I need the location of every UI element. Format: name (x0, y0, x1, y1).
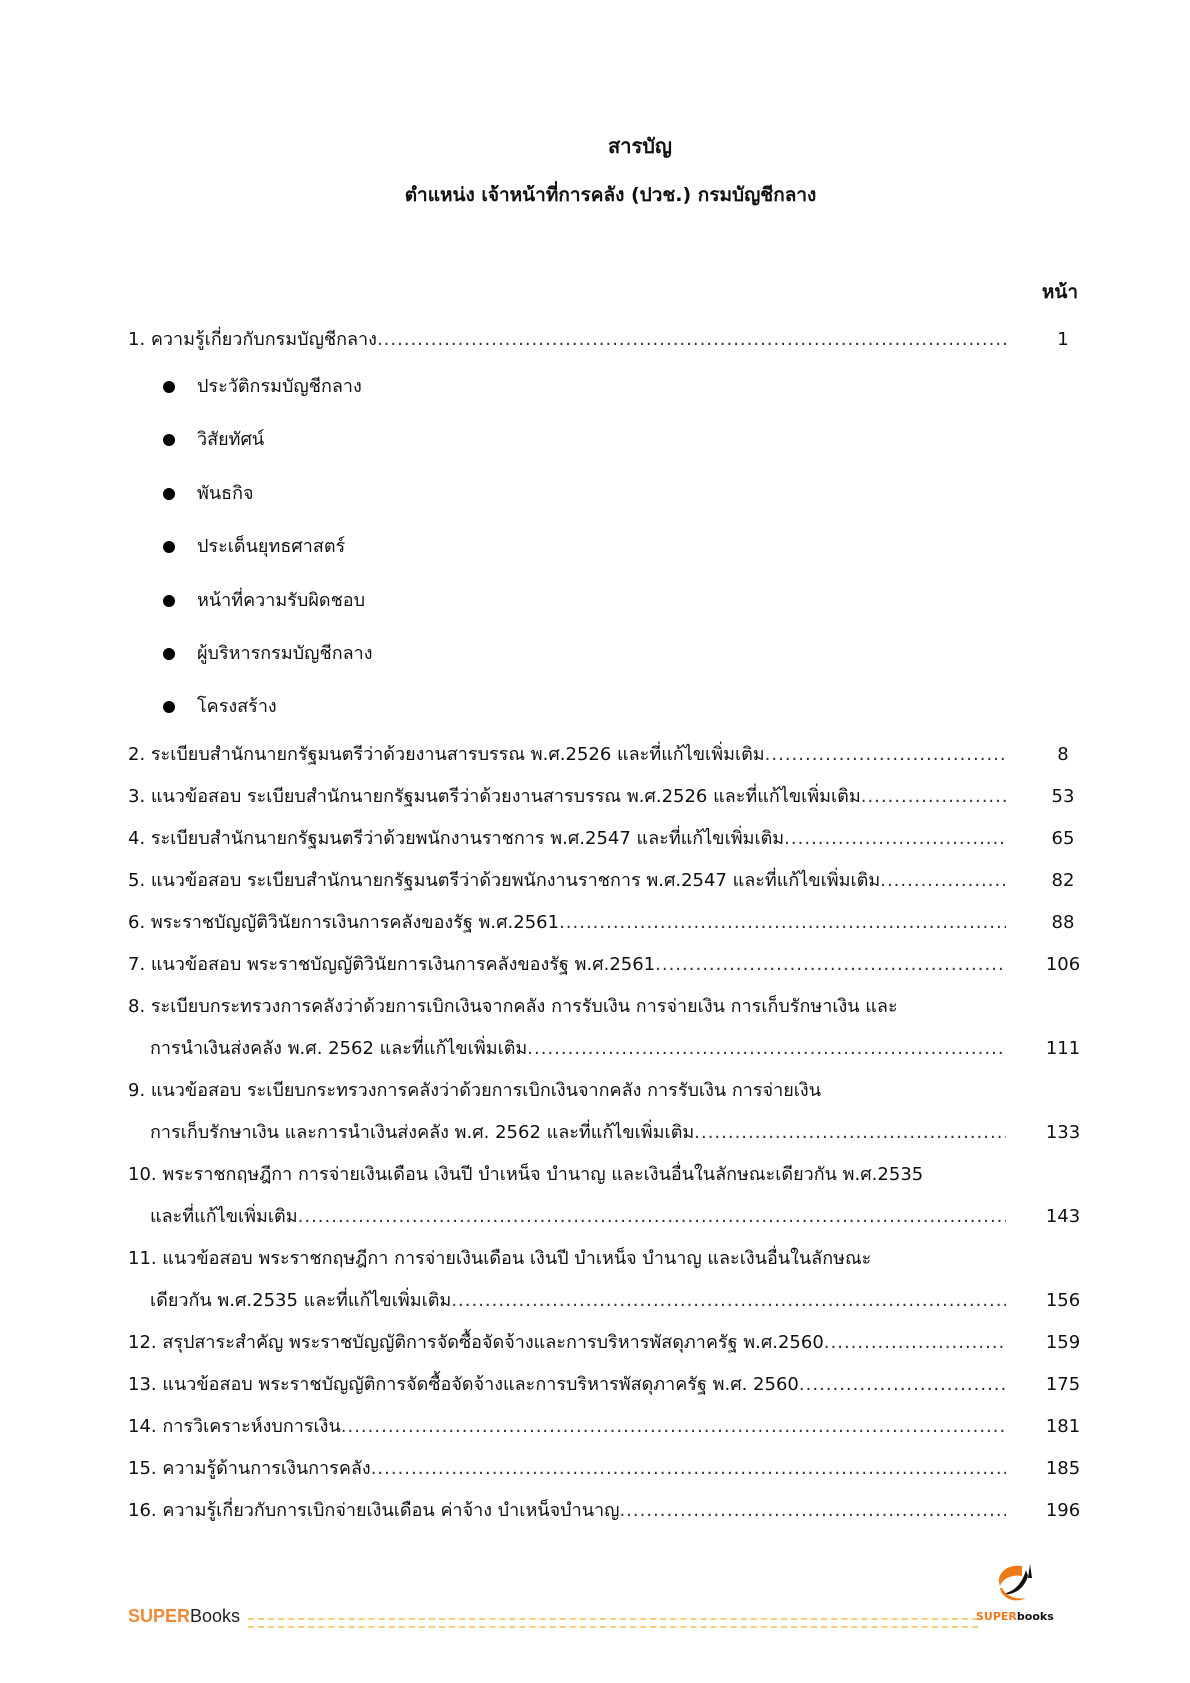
toc-entry-label: 8. ระเบียบกระทรวงการคลังว่าด้วยการเบิกเงินจากคลัง การรับเงิน การจ่ายเงิน การเก็บรักษาเงิน และ (128, 996, 898, 1017)
toc-page-number: 175 (1045, 1374, 1081, 1395)
toc-entry-9-continued[interactable] (128, 1118, 1128, 1148)
dot-leader (559, 908, 1006, 938)
superbooks-swirl-logo-icon (992, 1562, 1032, 1606)
page-column-header: หน้า (1041, 281, 1079, 303)
toc-entry-9[interactable] (128, 1076, 1128, 1106)
bullet-icon (163, 381, 175, 393)
toc-entry-16[interactable] (128, 1496, 1128, 1526)
toc-subentry[interactable] (163, 479, 254, 509)
toc-subentry-label: ประวัติกรมบัญชีกลาง (197, 376, 362, 397)
dot-leader (619, 1496, 1006, 1526)
toc-subentry-label: หน้าที่ความรับผิดชอบ (197, 590, 366, 611)
toc-entry-label: 13. แนวข้อสอบ พระราชบัญญัติการจัดซื้อจัดจ้างและการบริหารพัสดุภาครัฐ พ.ศ. 2560 (128, 1374, 799, 1395)
bullet-icon (163, 488, 175, 500)
toc-page-number: 65 (1051, 828, 1075, 849)
toc-entry-1[interactable] (128, 325, 1128, 355)
toc-entry-label: 3. แนวข้อสอบ ระเบียบสำนักนายกรัฐมนตรีว่าด้วยงานสารบรรณ พ.ศ.2526 และที่แก้ไขเพิ่มเติม (128, 786, 861, 807)
toc-entry-label: 1. ความรู้เกี่ยวกับกรมบัญชีกลาง (128, 329, 377, 350)
toc-page-number: 88 (1051, 912, 1075, 933)
bullet-icon (163, 434, 175, 446)
toc-subentry[interactable] (163, 372, 362, 402)
toc-entry-10-continued[interactable] (128, 1202, 1128, 1232)
dot-leader (377, 325, 1006, 355)
toc-page-number: 1 (1057, 329, 1069, 350)
toc-page-number: 181 (1045, 1416, 1081, 1437)
bullet-icon (163, 595, 175, 607)
dot-leader (298, 1202, 1006, 1232)
toc-page-number: 53 (1051, 786, 1075, 807)
footer-brand-books: Books (190, 1606, 241, 1626)
toc-subentry-label: โครงสร้าง (197, 696, 277, 717)
dot-leader (371, 1454, 1006, 1484)
toc-entry-14[interactable] (128, 1412, 1128, 1442)
dot-leader (694, 1118, 1006, 1148)
toc-subentry[interactable] (163, 639, 373, 669)
toc-page-number: 111 (1045, 1038, 1081, 1059)
toc-entry-10[interactable] (128, 1160, 1128, 1190)
toc-subentry[interactable] (163, 532, 345, 562)
toc-entry-label: 4. ระเบียบสำนักนายกรัฐมนตรีว่าด้วยพนักงานราชการ พ.ศ.2547 และที่แก้ไขเพิ่มเติม (128, 828, 785, 849)
toc-entry-label-continued: และที่แก้ไขเพิ่มเติม (150, 1206, 298, 1227)
toc-subentry[interactable] (163, 692, 277, 722)
dot-leader (784, 824, 1006, 854)
toc-page-number: 156 (1045, 1290, 1081, 1311)
dot-leader (341, 1412, 1006, 1442)
toc-entry-label: 16. ความรู้เกี่ยวกับการเบิกจ่ายเงินเดือน ค่าจ้าง บำเหน็จบำนาญ (128, 1500, 620, 1521)
toc-subentry-label: ผู้บริหารกรมบัญชีกลาง (197, 643, 373, 664)
toc-entry-8-continued[interactable] (128, 1034, 1128, 1064)
toc-subentry-label: พันธกิจ (197, 483, 254, 504)
toc-entry-6[interactable] (128, 908, 1128, 938)
dot-leader (527, 1034, 1006, 1064)
toc-page-number: 82 (1051, 870, 1075, 891)
dot-leader (880, 866, 1006, 896)
toc-entry-3[interactable] (128, 782, 1128, 812)
toc-entry-label: 2. ระเบียบสำนักนายกรัฐมนตรีว่าด้วยงานสารบรรณ พ.ศ.2526 และที่แก้ไขเพิ่มเติม (128, 744, 765, 765)
footer-brand (128, 1606, 240, 1627)
toc-entry-11-continued[interactable] (128, 1286, 1128, 1316)
toc-entry-15[interactable] (128, 1454, 1128, 1484)
toc-subentry-label: ประเด็นยุทธศาสตร์ (197, 536, 346, 557)
bullet-icon (163, 541, 175, 553)
toc-subentry-label: วิสัยทัศน์ (197, 429, 265, 450)
toc-entry-label: 12. สรุปสาระสำคัญ พระราชบัญญัติการจัดซื้อจัดจ้างและการบริหารพัสดุภาครัฐ พ.ศ.2560 (128, 1332, 824, 1353)
bullet-icon (163, 701, 175, 713)
toc-entry-label-continued: การนำเงินส่งคลัง พ.ศ. 2562 และที่แก้ไขเพิ่มเติม (150, 1038, 528, 1059)
toc-page-number: 185 (1045, 1458, 1081, 1479)
toc-entry-label: 11. แนวข้อสอบ พระราชกฤษฎีกา การจ่ายเงินเดือน เงินปี บำเหน็จ บำนาญ และเงินอื่นในลักษณะ (128, 1248, 872, 1269)
toc-subentry[interactable] (163, 425, 264, 455)
toc-entry-7[interactable] (128, 950, 1128, 980)
toc-entry-label: 6. พระราชบัญญัติวินัยการเงินการคลังของรัฐ พ.ศ.2561 (128, 912, 560, 933)
dot-leader (765, 740, 1006, 770)
document-subtitle: ตำแหน่ง เจ้าหน้าที่การคลัง (ปวช.) กรมบัญชีกลาง (404, 184, 817, 206)
toc-entry-11[interactable] (128, 1244, 1128, 1274)
toc-entry-label-continued: เดียวกัน พ.ศ.2535 และที่แก้ไขเพิ่มเติม (150, 1290, 452, 1311)
page-footer (128, 1600, 1078, 1640)
footer-dashed-divider (248, 1618, 978, 1628)
toc-entry-label: 15. ความรู้ด้านการเงินการคลัง (128, 1458, 371, 1479)
toc-page-number: 133 (1045, 1122, 1081, 1143)
logo-wordmark: SUPERbooks (976, 1610, 1054, 1623)
toc-page-number: 8 (1057, 744, 1069, 765)
toc-entry-12[interactable] (128, 1328, 1128, 1358)
toc-entry-label: 7. แนวข้อสอบ พระราชบัญญัติวินัยการเงินการคลังของรัฐ พ.ศ.2561 (128, 954, 656, 975)
superbooks-logo (972, 1560, 1052, 1630)
toc-entry-5[interactable] (128, 866, 1128, 896)
toc-subentry[interactable] (163, 586, 365, 616)
dot-leader (655, 950, 1006, 980)
toc-entry-label: 14. การวิเคราะห์งบการเงิน (128, 1416, 341, 1437)
toc-entry-2[interactable] (128, 740, 1128, 770)
toc-page-number: 106 (1045, 954, 1081, 975)
dot-leader (799, 1370, 1006, 1400)
document-title: สารบัญ (608, 134, 672, 158)
footer-brand-super: SUPER (128, 1606, 191, 1626)
dot-leader (451, 1286, 1006, 1316)
toc-entry-label: 5. แนวข้อสอบ ระเบียบสำนักนายกรัฐมนตรีว่าด้วยพนักงานราชการ พ.ศ.2547 และที่แก้ไขเพิ่มเติม (128, 870, 881, 891)
toc-entry-13[interactable] (128, 1370, 1128, 1400)
toc-entry-label: 9. แนวข้อสอบ ระเบียบกระทรวงการคลังว่าด้วยการเบิกเงินจากคลัง การรับเงิน การจ่ายเงิน (128, 1080, 821, 1101)
toc-entry-8[interactable] (128, 992, 1128, 1022)
toc-page-number: 196 (1045, 1500, 1081, 1521)
dot-leader (861, 782, 1006, 812)
toc-page-number: 143 (1045, 1206, 1081, 1227)
bullet-icon (163, 648, 175, 660)
toc-entry-label: 10. พระราชกฤษฎีกา การจ่ายเงินเดือน เงินปี บำเหน็จ บำนาญ และเงินอื่นในลักษณะเดียวกัน พ.ศ.2535 (128, 1164, 924, 1185)
toc-entry-label-continued: การเก็บรักษาเงิน และการนำเงินส่งคลัง พ.ศ. 2562 และที่แก้ไขเพิ่มเติม (150, 1122, 695, 1143)
dot-leader (824, 1328, 1006, 1358)
toc-entry-4[interactable] (128, 824, 1128, 854)
toc-page-number: 159 (1045, 1332, 1081, 1353)
